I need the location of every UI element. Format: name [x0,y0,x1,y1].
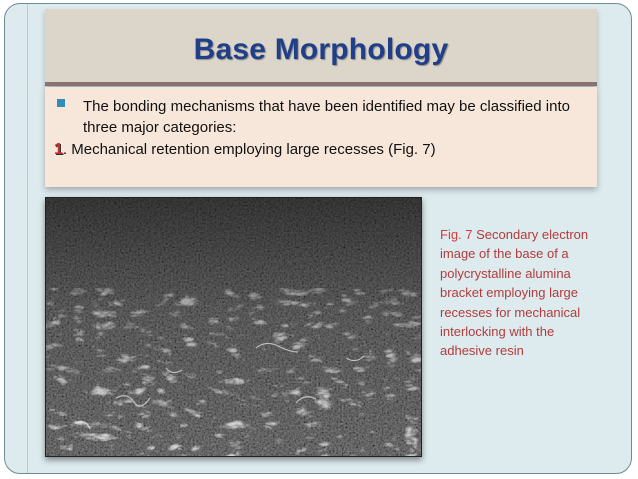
left-divider [27,4,28,473]
content-box [45,87,597,187]
bullet-text: The bonding mechanisms that have been identified may be classified into three major categories: [83,98,570,136]
figure-caption [440,225,590,361]
slide [4,3,632,474]
figure-label: Fig. 7 [440,227,473,242]
figure-caption-text: Secondary electron image of the base of a polycrystalline alumina bracket employing large recesses for mechanical interlocking with the adhesive resin [440,227,589,359]
item-text: . Mechanical retention employing large recesses (Fig. 7) [62,141,436,158]
square-bullet-icon [57,99,65,107]
slide-title: Base Morphology [193,33,449,66]
title-band [45,9,597,86]
micrograph-image [46,198,421,456]
sem-micrograph [45,197,422,457]
numbered-item [54,141,436,159]
item-number: 1 [54,141,63,158]
